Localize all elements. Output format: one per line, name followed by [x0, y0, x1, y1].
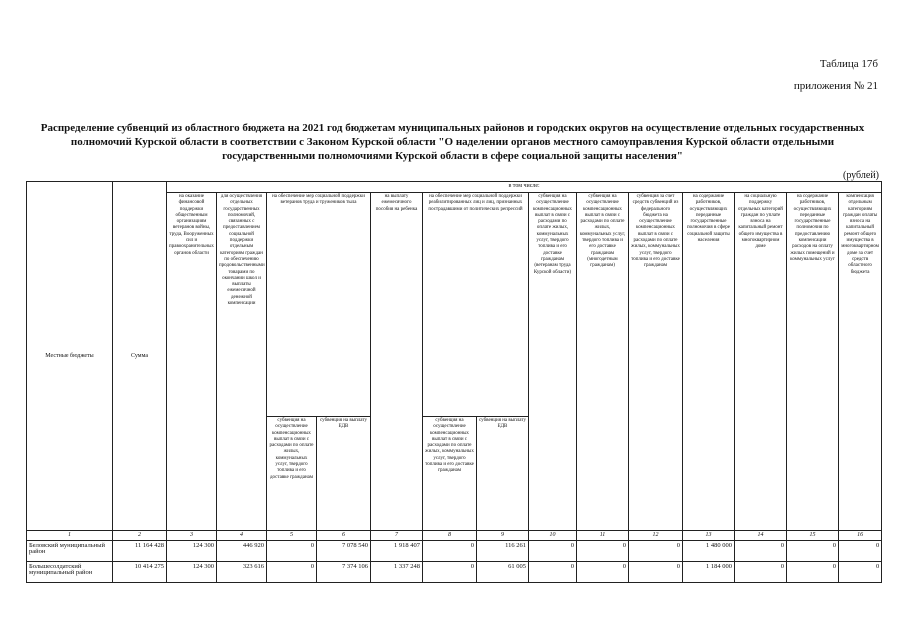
col-7-header: на выплату ежемесячного пособия на ребенка [371, 193, 423, 531]
cell-value: 124 300 [167, 541, 217, 562]
column-number: 4 [217, 531, 267, 541]
document-title: Распределение субвенций из областного бюджета на 2021 год бюджетам муниципальных районов и городских округов на осуществление отдельных государственных полномочий Курской области в соответствии с Законом Курской области "О наделении органов местного самоуправления Курской области отдельными государственными полномочиями Курской области в сфере социальной защиты населения" [40, 122, 865, 162]
column-number: 6 [317, 531, 371, 541]
cell-value: 10 414 275 [113, 562, 167, 583]
column-number: 8 [423, 531, 477, 541]
column-number: 15 [787, 531, 839, 541]
column-numbers-row [27, 531, 882, 541]
column-number: 1 [27, 531, 113, 541]
column-number: 10 [529, 531, 577, 541]
row-name: Большесолдатский муниципальный район [27, 562, 113, 583]
col-5-header: субвенция на осуществление компенсационных выплат в связи с расходами по оплате жилых, коммунальных услуг, твердого топлива и его доставке гражданам [267, 417, 317, 531]
col-group-8-9-header: на обеспечение мер социальной поддержки реабилитированных лиц и лиц, признанных пострадавшими от политических репрессий [423, 193, 529, 417]
cell-value: 0 [735, 541, 787, 562]
cell-value: 0 [577, 562, 629, 583]
cell-value: 0 [423, 562, 477, 583]
cell-value: 0 [267, 541, 317, 562]
cell-value: 0 [839, 541, 882, 562]
col-sum: Сумма [113, 182, 167, 531]
column-number: 9 [477, 531, 529, 541]
cell-value: 0 [423, 541, 477, 562]
col-9-header: субвенция на выплату ЕДВ [477, 417, 529, 531]
cell-value: 323 616 [217, 562, 267, 583]
cell-value: 1 480 000 [683, 541, 735, 562]
column-number: 5 [267, 531, 317, 541]
cell-value: 1 918 407 [371, 541, 423, 562]
column-number: 3 [167, 531, 217, 541]
cell-value: 0 [735, 562, 787, 583]
cell-value: 11 164 428 [113, 541, 167, 562]
cell-value: 61 005 [477, 562, 529, 583]
cell-value: 0 [529, 541, 577, 562]
column-number: 2 [113, 531, 167, 541]
cell-value: 0 [787, 562, 839, 583]
col-6-header: субвенция на выплату ЕДВ [317, 417, 371, 531]
col-group-5-6-header: на обеспечение мер социальной поддержки ветеранов труда и тружеников тыла [267, 193, 371, 417]
col-local-budgets: Местные бюджеты [27, 182, 113, 531]
cell-value: 0 [839, 562, 882, 583]
column-number: 11 [577, 531, 629, 541]
cell-value: 1 337 248 [371, 562, 423, 583]
col-13-header: на содержание работников, осуществляющих переданные государственные полномочия в сфере социальной защиты населения [683, 193, 735, 531]
cell-value: 0 [577, 541, 629, 562]
cell-value: 0 [787, 541, 839, 562]
cell-value: 7 078 540 [317, 541, 371, 562]
col-16-header: компенсация отдельным категориям граждан оплаты взноса на капитальный ремонт общего имущества в многоквартирном доме за счет средств областного бюджета [839, 193, 882, 531]
col-11-header: субвенция на осуществление компенсационных выплат в связи с расходами по оплате жилых, коммунальных услуг, твердого топлива и его доставке гражданам (многодетным гражданам) [577, 193, 629, 531]
column-number: 7 [371, 531, 423, 541]
appendix-label: приложения № 21 [793, 80, 878, 92]
cell-value: 0 [629, 541, 683, 562]
cell-value: 124 300 [167, 562, 217, 583]
col-12-header: субвенция за счет средств субвенций из федерального бюджета на осуществление компенсационных выплат в связи с расходами по оплате жилых, коммунальных услуг, твердого топлива и его доставке гражданам [629, 193, 683, 531]
cell-value: 7 374 106 [317, 562, 371, 583]
cell-value: 116 261 [477, 541, 529, 562]
subvention-table [26, 181, 882, 583]
column-number: 12 [629, 531, 683, 541]
cell-value: 0 [529, 562, 577, 583]
table-row [27, 541, 882, 562]
col-10-header: субвенция на осуществление компенсационных выплат в связи с расходами по оплате жилых, коммунальных услуг, твердого топлива и его доставке гражданам (ветеранам труда Курской области) [529, 193, 577, 531]
units-label: (рублей) [842, 170, 879, 181]
col-8-header: субвенция на осуществление компенсационных выплат в связи с расходами по оплате жилых, коммунальных услуг, твердого топлива и его доставке гражданам [423, 417, 477, 531]
col-3-header: на оказание финансовой поддержки общественным организациям ветеранов войны, труда, Вооруженных сил и правоохранительных органов области [167, 193, 217, 531]
column-number: 14 [735, 531, 787, 541]
table-number: Таблица 17б [819, 58, 878, 70]
cell-value: 0 [267, 562, 317, 583]
col-14-header: на социальную поддержку отдельных категорий граждан по уплате взноса на капитальный ремонт общего имущества в многоквартирном доме [735, 193, 787, 531]
table-row [27, 562, 882, 583]
column-number: 13 [683, 531, 735, 541]
cell-value: 1 184 000 [683, 562, 735, 583]
col-15-header: на содержание работников, осуществляющих переданные государственные полномочия по предоставлению компенсации расходов на оплату жилых помещений и коммунальных услуг [787, 193, 839, 531]
column-number: 16 [839, 531, 882, 541]
col-4-header: для осуществления отдельных государственных полномочий, связанных с предоставлением социальной поддержки отдельным категориям граждан по обеспечению продовольственными товарами по окончании школ и выплаты ежемесячной денежной компенсации [217, 193, 267, 531]
cell-value: 0 [629, 562, 683, 583]
cell-value: 446 920 [217, 541, 267, 562]
col-including: в том числе: [167, 182, 882, 193]
row-name: Беловский муниципальный район [27, 541, 113, 562]
